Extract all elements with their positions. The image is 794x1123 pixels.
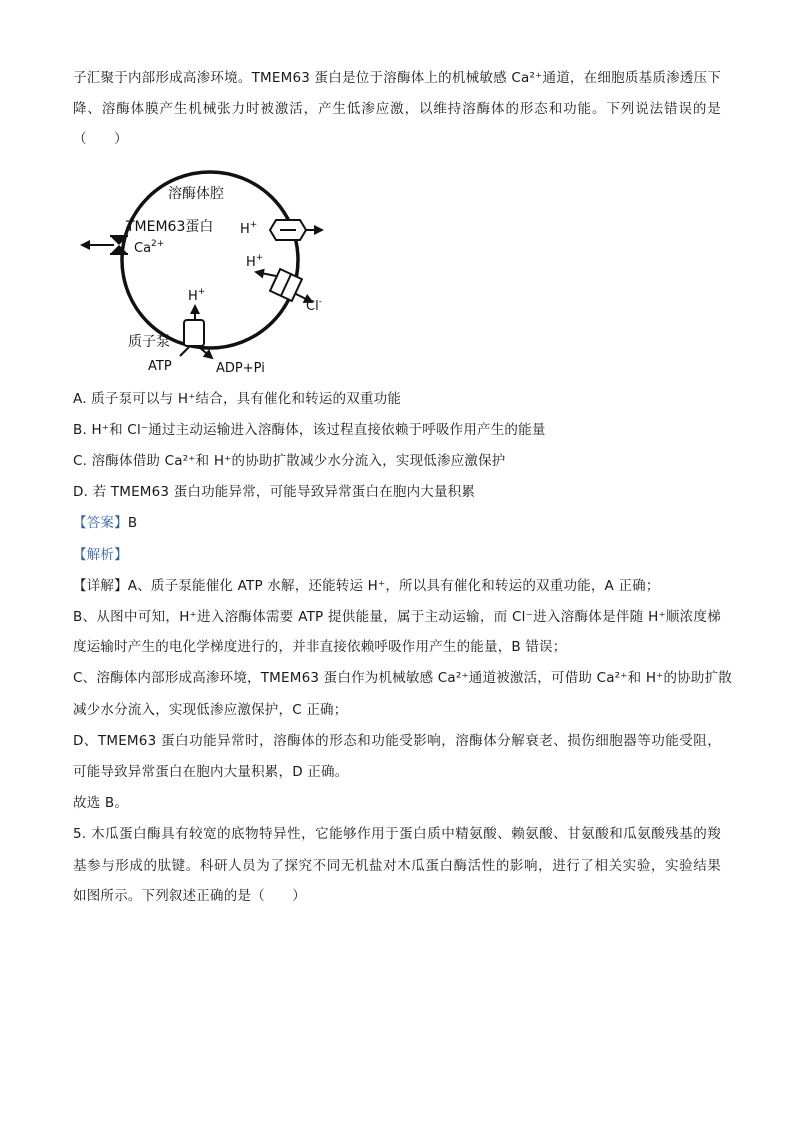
lumen-label: 溶酶体腔	[168, 186, 224, 202]
option-c: C. 溶酶体借助 Ca²⁺和 H⁺的协助扩散减少水分流入，实现低渗应激保护	[73, 453, 506, 469]
detail-line-1: 【详解】A、质子泵能催化 ATP 水解，还能转运 H⁺，所以具有催化和转运的双重功能，A 正确；	[73, 578, 660, 594]
intro-line-3: （ ）	[73, 131, 128, 147]
h-label-right: H+	[246, 253, 264, 270]
detail-line-3: 度运输时产生的电化学梯度进行的，并非直接依赖呼吸作用产生的能量，B 错误；	[73, 639, 567, 655]
answer-line	[73, 513, 137, 533]
detail-line-2: B、从图中可知，H⁺进入溶酶体需要 ATP 提供能量，属于主动运输，而 Cl⁻进入溶酶体是伴随 H⁺顺浓度梯	[73, 609, 721, 625]
answer-value: B	[127, 515, 138, 531]
h-label-top-right: H+	[240, 220, 258, 237]
analysis-label: 【解析】	[73, 547, 128, 563]
tmem63-label: TMEM63蛋白	[126, 219, 214, 235]
cl-label: Cl-	[306, 297, 322, 314]
atp-label: ATP	[148, 359, 172, 374]
lysosome-diagram	[70, 160, 360, 380]
ca-label: $Ca^{2+}$	[134, 239, 165, 256]
pump-label: 质子泵	[128, 334, 170, 350]
option-b: B. H⁺和 Cl⁻通过主动运输进入溶酶体，该过程直接依赖于呼吸作用产生的能量	[73, 422, 546, 438]
detail-line-8: 故选 B。	[73, 795, 129, 811]
option-a: A. 质子泵可以与 H⁺结合，具有催化和转运的双重功能	[73, 391, 402, 407]
h-label-pump: H+	[188, 287, 206, 304]
detail-line-6: D、TMEM63 蛋白功能异常时，溶酶体的形态和功能受影响，溶酶体分解衰老、损伤细胞器等功能受阻，	[73, 733, 721, 749]
h-transporter-icon	[270, 220, 306, 240]
option-d: D. 若 TMEM63 蛋白功能异常，可能导致异常蛋白在胞内大量积累	[73, 484, 476, 500]
detail-line-7: 可能导致异常蛋白在胞内大量积累，D 正确。	[73, 764, 349, 780]
intro-line-2: 降、溶酶体膜产生机械张力时被激活，产生低渗应激，以维持溶酶体的形态和功能。下列说法错误的是	[73, 101, 721, 117]
adp-label: ADP+Pi	[216, 361, 265, 376]
intro-line-1: 子汇聚于内部形成高渗环境。TMEM63 蛋白是位于溶酶体上的机械敏感 Ca²⁺通道，在细胞质基质渗透压下	[73, 70, 721, 86]
proton-pump-icon	[184, 320, 204, 346]
q5-line-2: 基参与形成的肽键。科研人员为了探究不同无机盐对木瓜蛋白酶活性的影响，进行了相关实验，实验结果	[73, 858, 721, 874]
detail-line-4: C、溶酶体内部形成高渗环境，TMEM63 蛋白作为机械敏感 Ca²⁺通道被激活，可借助 Ca²⁺和 H⁺的协助扩散	[73, 670, 732, 686]
answer-label: 【答案】	[73, 515, 128, 531]
q5-line-1: 5. 木瓜蛋白酶具有较宽的底物特异性，它能够作用于蛋白质中精氨酸、赖氨酸、甘氨酸和瓜氨酸残基的羧	[73, 826, 721, 842]
detail-line-5: 减少水分流入，实现低渗应激保护，C 正确；	[73, 702, 348, 718]
q5-line-3: 如图所示。下列叙述正确的是（ ）	[73, 888, 306, 904]
